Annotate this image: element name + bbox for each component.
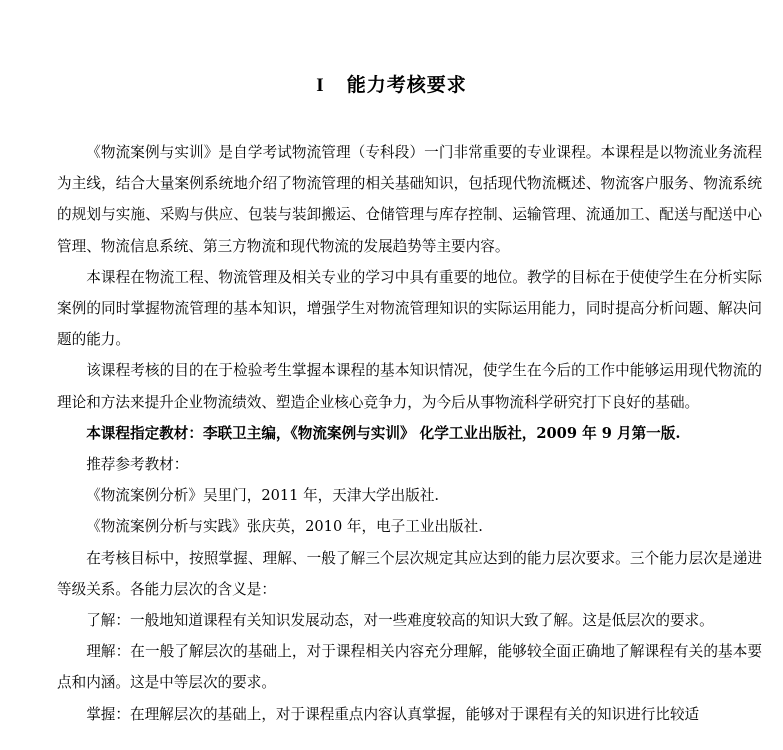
document-body [57,137,762,730]
paragraph-level-understand: 了解：一般地知道课程有关知识发展动态，对一些难度较高的知识大致了解。这是低层次的要求。 [86,612,714,630]
section-title [0,70,783,97]
paragraph-course-position: 本课程在物流工程、物流管理及相关专业的学习中具有重要的地位。教学的目标在于使使学生在分析实际案例的同时掌握物流管理的基本知识，增强学生对物流管理知识的实际运用能力，同时提高分析问题、解决问题的能力。 [57,268,762,349]
section-title-text: 能力考核要求 [346,74,467,96]
reference-book-1: 《物流案例分析》吴里门，2011 年，天津大学出版社. [86,487,440,505]
paragraph-designated-textbook: 本课程指定教材：李联卫主编，《物流案例与实训》 化学工业出版社，2009 年 9 月第一版. [86,424,681,442]
reference-book-2: 《物流案例分析与实践》张庆英，2010 年，电子工业出版社. [86,518,483,536]
paragraph-exam-purpose: 该课程考核的目的在于检验考生掌握本课程的基本知识情况，使学生在今后的工作中能够运用现代物流的理论和方法来提升企业物流绩效、塑造企业核心竞争力，为今后从事物流科学研究打下良好的基础。 [57,362,762,411]
paragraph-course-intro: 《物流案例与实训》是自学考试物流管理（专科段）一门非常重要的专业课程。本课程是以物流业务流程为主线，结合大量案例系统地介绍了物流管理的相关基础知识，包括现代物流概述、物流客户服务、物流系统的规划与实施、采购与供应、包装与装卸搬运、仓储管理与库存控制、运输管理、流通加工、配送与配送中心管理、物流信息系统、第三方物流和现代物流的发展趋势等主要内容。 [57,144,762,255]
paragraph-reference-heading: 推荐参考教材： [86,456,189,474]
paragraph-ability-levels: 在考核目标中，按照掌握、理解、一般了解三个层次规定其应达到的能力层次要求。三个能力层次是递进等级关系。各能力层次的含义是： [57,549,762,598]
paragraph-level-comprehend: 理解：在一般了解层次的基础上，对于课程相关内容充分理解，能够较全面正确地了解课程有关的基本要点和内涵。这是中等层次的要求。 [57,643,762,692]
section-number: I [316,75,325,96]
paragraph-level-master: 掌握：在理解层次的基础上，对于课程重点内容认真掌握，能够对于课程有关的知识进行比较适 [86,705,700,723]
